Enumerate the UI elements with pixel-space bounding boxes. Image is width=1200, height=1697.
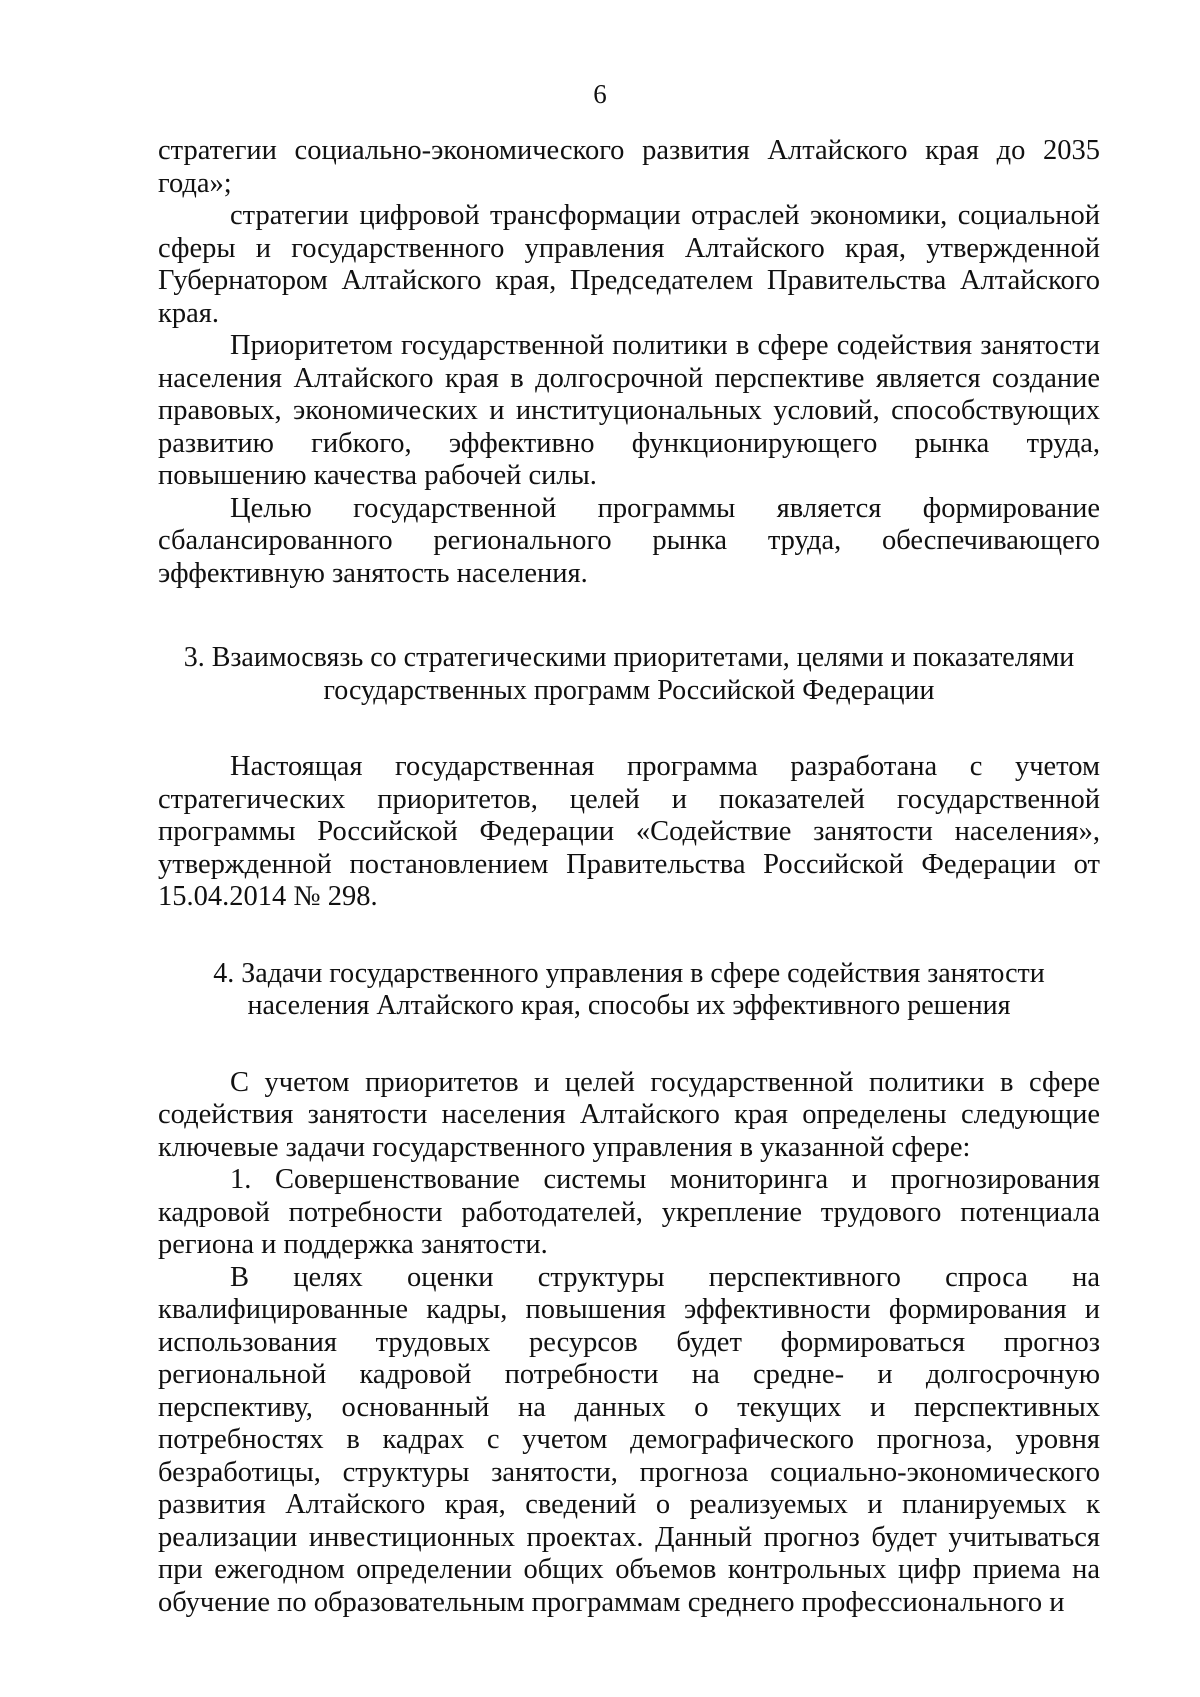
paragraph-priority: Приоритетом государственной политики в сфере содействия занятости населения Алтайского края в долгосрочной перспективе является создание правовых, экономических и институциональных условий, способствующих развитию гибкого, эффективно функционирующего рынка труда, повышению качества рабочей силы.	[158, 330, 1100, 491]
section-4-heading: 4. Задачи государственного управления в сфере содействия занятости населения Алтайского края, способы их эффективного решения	[213, 957, 1045, 1021]
section-4-intro-paragraph: С учетом приоритетов и целей государственной политики в сфере содействия занятости населения Алтайского края определены следующие ключевые задачи государственного управления в указанной сфере:	[158, 1066, 1100, 1163]
paragraph-strategy-2035: стратегии социально-экономического развития Алтайского края до 2035 года»;	[158, 135, 1100, 199]
paragraph-goal: Целью государственной программы является формирование сбалансированного регионального рынка труда, обеспечивающего эффективную занятость населения.	[158, 492, 1100, 589]
paragraph-digital-strategy: стратегии цифровой трансформации отраслей экономики, социальной сферы и государственного управления Алтайского края, утвержденной Губернатором Алтайского края, Председателем Правительства Алтайского края.	[158, 200, 1100, 329]
spacer	[158, 914, 1100, 958]
page-number: 6	[593, 79, 607, 109]
spacer	[158, 1023, 1100, 1067]
spacer	[158, 590, 1100, 642]
section-3-paragraph: Настоящая государственная программа разработана с учетом стратегических приоритетов, целей и показателей государственной программы Российской Федерации «Содействие занятости населения», утвержденной постановлением Правительства Российской Федерации от 15.04.2014 № 298.	[158, 751, 1100, 912]
section-4-task-1-paragraph: 1. Совершенствование системы мониторинга и прогнозирования кадровой потребности работодателей, укрепление трудового потенциала региона и поддержка занятости.	[158, 1164, 1100, 1260]
document-body	[158, 135, 1100, 1619]
spacer	[158, 707, 1100, 751]
section-4-forecast-paragraph: В целях оценки структуры перспективного спроса на квалифицированные кадры, повышения эффективности формирования и использования трудовых ресурсов будет формироваться прогноз региональной кадровой потребности на средне- и долгосрочную перспективу, основанный на данных о текущих и перспективных потребностях в кадрах с учетом демографического прогноза, уровня безработицы, структуры занятости, прогноза социально-экономического развития Алтайского края, сведений о реализуемых и планируемых к реализации инвестиционных проектах. Данный прогноз будет учитываться при ежегодном определении общих объемов контрольных цифр приема на обучение по образовательным программам среднего профессионального и	[158, 1261, 1100, 1618]
section-3-heading: 3. Взаимосвязь со стратегическими приоритетами, целями и показателями государственных программ Российской Федерации	[183, 642, 1075, 706]
